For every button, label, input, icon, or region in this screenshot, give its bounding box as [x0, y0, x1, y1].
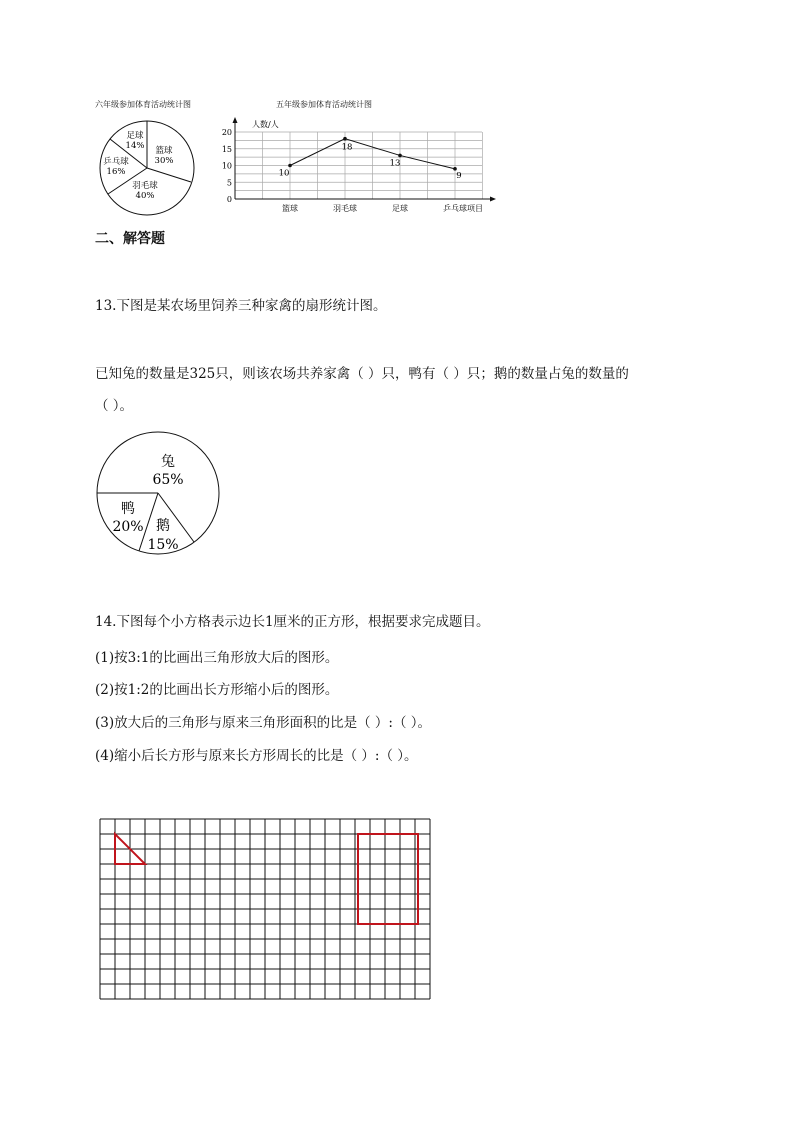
pie6-label-pingpong: 乒乓球	[103, 157, 129, 167]
line5-ytick-label: 10	[221, 161, 232, 171]
q13-question: 已知兔的数量是325只，则该农场共养家禽（ ）只，鸭有（ ）只；鹅的数量占兔的数量的	[95, 366, 629, 382]
pie6-pct-pingpong: 16%	[106, 167, 126, 177]
line5-ylabel: 人数/人	[252, 120, 279, 129]
line5-ytick-label: 0	[226, 195, 232, 204]
line5-data-label: 18	[341, 142, 353, 153]
line5-chart	[220, 114, 500, 216]
q14-item-4: (4)缩小后长方形与原来长方形周长的比是（ ）:（ ）。	[95, 748, 418, 764]
line5-point	[343, 137, 347, 141]
pie6-label-basketball: 篮球	[155, 146, 173, 156]
pie6-pct-football: 14%	[125, 141, 145, 151]
line5-axes	[233, 117, 497, 202]
q13-label-rabbit: 兔	[161, 454, 175, 470]
line5-xtick-label: 乒乓球	[443, 204, 467, 213]
line5-data-label: 10	[278, 168, 290, 179]
line5-point	[288, 164, 292, 168]
line5-title: 五年级参加体育活动统计图	[276, 100, 372, 109]
line5-x-arrow	[490, 197, 496, 202]
pie6-label-badminton: 羽毛球	[132, 181, 158, 191]
q13-label-goose: 鹅	[156, 518, 170, 534]
line5-xtick-label: 羽毛球	[333, 204, 357, 213]
line5-data-label: 9	[456, 170, 462, 181]
line5-ytick-label: 5	[226, 178, 232, 188]
q14-item-1: (1)按3:1的比画出三角形放大后的图形。	[95, 650, 339, 666]
q13-pie-chart	[92, 430, 226, 556]
line5-data-label: 13	[389, 158, 401, 169]
q13-pct-goose: 15%	[147, 537, 179, 553]
line5-grid	[235, 132, 483, 199]
q14-grid	[99, 817, 437, 1002]
line5-point	[398, 154, 402, 158]
line5-ytick-label: 15	[221, 144, 232, 154]
line5-xticks	[282, 203, 467, 213]
q13-question-end: （ ）。	[95, 398, 134, 414]
q14-prompt: 14.下图每个小方格表示边长1厘米的正方形，根据要求完成题目。	[95, 614, 490, 630]
section-title: 二、解答题	[95, 231, 165, 247]
line5-ytick-label: 20	[221, 128, 232, 137]
line5-xtick-label: 足球	[392, 204, 408, 213]
pie6-label-football: 足球	[126, 131, 144, 141]
q14-item-3: (3)放大后的三角形与原来三角形面积的比是（ ）:（ ）。	[95, 715, 432, 731]
q13-prompt: 13.下图是某农场里饲养三种家禽的扇形统计图。	[95, 298, 387, 314]
q13-pct-rabbit: 65%	[152, 472, 184, 488]
line5-y-arrow	[233, 117, 238, 123]
q14-grid-lines	[100, 819, 430, 999]
pie6-title: 六年级参加体育活动统计图	[95, 100, 191, 109]
line5-xtick-label: 篮球	[282, 204, 298, 213]
q13-pct-duck: 20%	[112, 519, 144, 535]
q13-label-duck: 鸭	[121, 501, 135, 517]
line5-yticks	[222, 128, 232, 204]
pie6-pct-badminton: 40%	[135, 191, 155, 201]
line5-series	[279, 137, 462, 181]
pie6-pct-basketball: 30%	[154, 156, 174, 166]
q14-item-2: (2)按1:2的比画出长方形缩小后的图形。	[95, 682, 339, 698]
pie6-chart	[96, 120, 200, 216]
line5-xlabel: 项目	[467, 204, 483, 213]
